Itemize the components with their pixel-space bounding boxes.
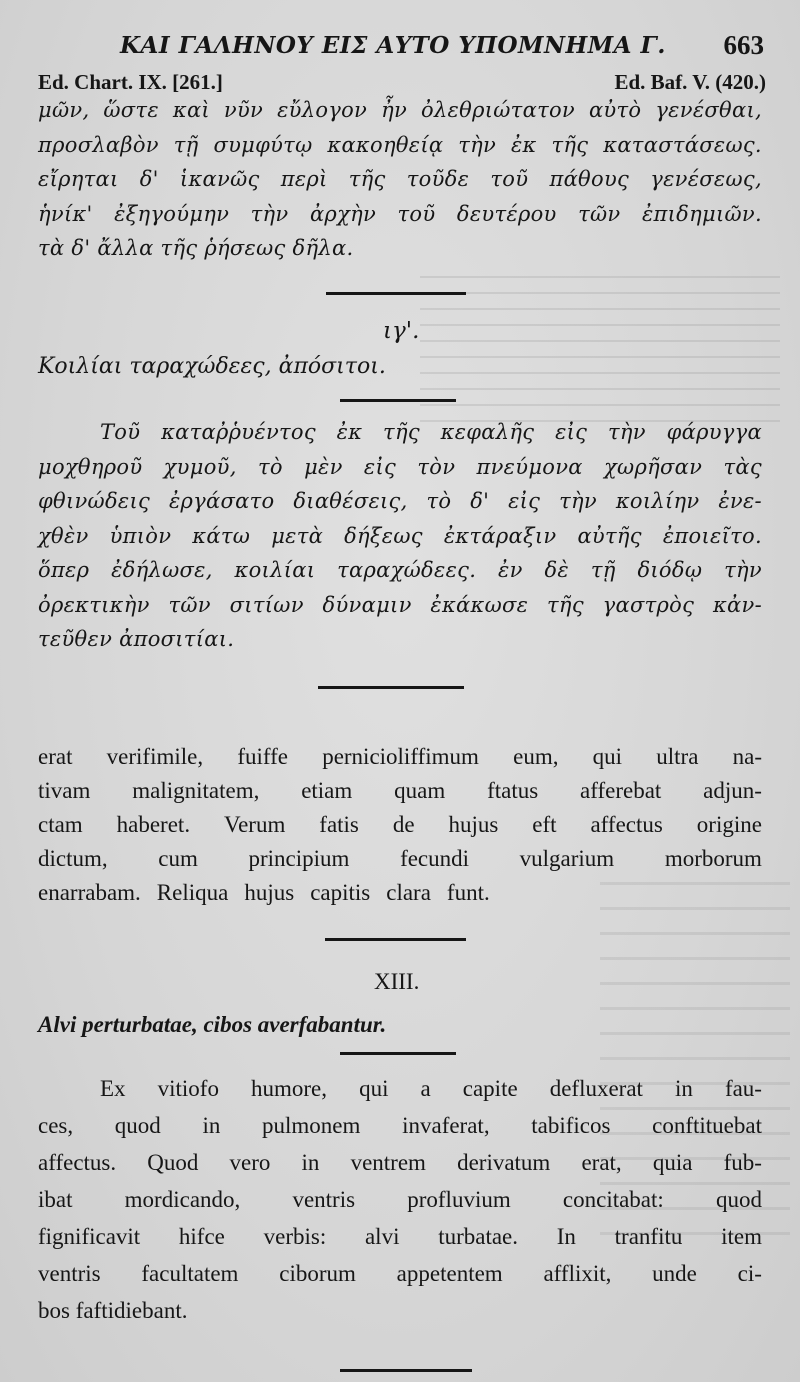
word: αὐτὸ [588,98,642,122]
section-heading-greek: Κοιλίαι ταραχώδεες, ἀπόσιτοι. [38,354,386,379]
word: conftituebat [652,1113,762,1138]
word: fub- [723,1150,762,1175]
word: ἀρχὴν [309,201,377,226]
text-line [38,1224,762,1250]
word: τὴν [559,489,597,513]
word: quam [394,778,446,803]
word: ἐκτάραξιν [443,523,557,548]
word: ἱκανῶς [179,167,260,191]
bleed-through-text [420,262,780,422]
word: clara [386,880,431,905]
word: ἐν [498,558,523,582]
word: turbatae. [438,1224,519,1249]
word: αὐτῆς [577,523,642,548]
word: προσλαβὸν [38,132,159,157]
text-line [38,778,762,804]
word: ὅπερ [38,558,90,582]
word: ventrem [350,1150,426,1175]
section-rule [325,938,466,941]
text-line [38,1187,762,1213]
text-line [38,202,762,226]
text-line [38,455,762,479]
word: δ' [470,489,490,513]
word: eum, [513,744,559,769]
word: enarrabam. [38,880,141,905]
word: ibat [38,1187,73,1212]
word: Verum [224,812,286,837]
word: εἰς [363,454,397,479]
word: morborum [664,846,762,871]
word: fignificavit [38,1224,141,1249]
word: pulmonem [262,1113,361,1138]
word: διαθέσεις, [293,489,408,513]
word: erat [38,744,73,769]
text-line [38,812,762,838]
word: etiam [301,778,353,803]
word: ἐκ [510,132,537,157]
word: a [420,1076,431,1101]
word: erat, [581,1150,622,1175]
word: bos faftidiebant. [38,1298,188,1323]
word: de [392,812,415,837]
section-rule [340,399,456,402]
word: πνεύμονα [476,454,583,479]
word: τεῦθεν ἀποσιτίαι. [38,627,235,651]
word: τὴν [250,201,289,226]
word: νῦν [223,98,264,122]
word: τὴν [607,420,646,444]
word: tivam [38,778,91,803]
word: τὴν [458,132,497,157]
word: qui [592,744,623,769]
word: facultatem [141,1261,239,1286]
word: τῆς [551,132,589,157]
text-line [38,593,762,617]
word: τὸν [417,454,456,479]
word: τῇ [173,132,199,157]
text-line [38,133,762,157]
word: hifce [178,1224,225,1249]
word: ἡνίκ' [38,201,93,226]
word: in [301,1150,320,1175]
word: γενέσεως, [650,167,762,191]
word: verbis: [263,1224,327,1249]
word: vero [229,1150,271,1175]
word: capite [462,1076,518,1101]
text-line [38,1298,762,1324]
word: γενέσθαι, [655,98,762,122]
word: eft [532,812,557,837]
word: ventris [38,1261,101,1286]
word: κάτω [192,523,251,548]
section-rule [340,1369,472,1372]
word: appetentem [396,1261,503,1286]
text-line [38,744,762,770]
word: γαστρὸς [602,592,695,617]
word: hujus [448,812,499,837]
word: ἐνε- [718,489,762,513]
word: quia [652,1150,693,1175]
word: affectus [590,812,663,837]
word: quod [114,1113,161,1138]
word: τῆς [383,420,420,444]
word: capitis [310,880,371,905]
word: Τοῦ [100,420,141,444]
word: vulgarium [519,846,615,871]
word: διόδῳ [637,558,703,582]
word: κακοηθείᾳ [327,132,444,157]
word: ventris [292,1187,356,1212]
word: quod [715,1187,762,1212]
text-line [38,524,762,548]
word: τὸ [257,454,283,479]
word: κεφαλῆς [440,420,535,444]
word: ἐδήλωσε, [111,558,213,582]
word: σιτίων [229,592,304,617]
word: item [721,1224,762,1249]
word: χωρῆσαν [604,454,703,479]
word: afflixit, [543,1261,612,1286]
word: ἐργάσατο [168,489,275,513]
word: in [202,1113,221,1138]
word: derivatum [457,1150,551,1175]
word: τῇ [590,558,616,582]
word: in [675,1076,693,1101]
word: cum [158,846,198,871]
word: δήξεως [344,523,423,548]
word: ci- [737,1261,762,1286]
section-numeral-greek: ιγ'. [383,318,420,344]
text-line [38,880,762,906]
text-line [38,167,762,191]
word: adjun- [703,778,762,803]
word: πάθους [549,167,630,191]
word: δευτέρου [456,201,557,226]
word: φθινώδεις [38,489,151,513]
word: ἐκάκωσε [430,592,529,617]
word: τῶν [578,201,621,226]
text-line [38,1150,762,1176]
word: ὀρεκτικὴν [38,592,150,617]
word: profluvium [407,1187,511,1212]
word: ἐξηγούμην [114,201,230,226]
text-line [38,627,762,651]
word: μετὰ [271,523,324,548]
text-line [100,1076,762,1102]
word: ultra [656,744,699,769]
word: τὰς [723,454,762,479]
word: τῆς [348,167,386,191]
word: mordicando, [124,1187,241,1212]
word: ταραχώδεες. [337,558,477,582]
text-line [38,558,762,582]
text-line [38,236,762,260]
word: affectus. [38,1150,117,1175]
word: tabificos [531,1113,611,1138]
text-line [38,1261,762,1287]
word: ctam [38,812,83,837]
running-head: ΚΑΙ ΓΑΛΗΝΟΥ ΕΙΣ ΑΥΤΟ ΥΠΟΜΝΗΜΑ Γ. [120,32,666,59]
edition-reference-chartier: Ed. Chart. IX. [261.] [38,70,223,94]
word: εἰς [508,489,541,513]
word: ἐπιδημιῶν. [641,201,762,226]
word: χυμοῦ, [163,454,237,479]
word: ciborum [279,1261,356,1286]
word: περὶ [280,167,328,191]
word: defluxerat [549,1076,643,1101]
word: ὑπιὸν [109,523,172,548]
word: εἴρηται [38,167,119,191]
word: qui [359,1076,389,1101]
word: μοχθηροῦ [38,454,143,479]
word: fau- [724,1076,762,1101]
word: unde [652,1261,697,1286]
word: ces, [38,1113,74,1138]
word: κοιλίαι [234,558,316,582]
edition-reference-basel: Ed. Baf. V. (420.) [614,70,766,94]
word: na- [732,744,762,769]
section-rule [318,686,464,689]
word: fecundi [400,846,470,871]
word: τὴν [724,558,762,582]
page-number: 663 [723,30,764,60]
word: principium [248,846,350,871]
word: verifimile, [106,744,204,769]
word: hujus [244,880,295,905]
word: Reliqua [156,880,229,905]
word: alvi [364,1224,400,1249]
section-numeral-latin: XIII. [374,969,420,994]
word: δὲ [544,558,569,582]
word: ὥστε [103,98,159,122]
word: δ' [139,167,159,191]
word: καταῤῥυέντος [161,420,316,444]
word: εὔλογον [277,98,368,122]
section-rule [326,292,466,295]
word: τὰ δ' ἄλλα τῆς ῥήσεως δῆλα. [38,236,354,260]
section-rule [340,1052,456,1055]
word: humore, [251,1076,328,1101]
text-line [38,489,762,513]
word: funt. [446,880,490,905]
word: τῆς [547,592,584,617]
word: μὲν [304,454,343,479]
word: concitabat: [562,1187,664,1212]
word: afferebat [580,778,662,803]
word: vitiofo [157,1076,219,1101]
word: φάρυγγα [666,420,762,444]
word: Quod [147,1150,199,1175]
bleed-through-text [600,860,790,1240]
word: τοῦ [490,167,529,191]
word: κἀν- [712,592,762,617]
word: haberet. [116,812,191,837]
word: καταστάσεως. [603,132,762,157]
word: ftatus [487,778,539,803]
word: ἐκ [336,420,363,444]
word: καὶ [172,98,210,122]
word: In [556,1224,576,1249]
word: τοῦ [397,201,436,226]
word: τοῦδε [406,167,470,191]
text-line [38,98,762,122]
word: εἰς [555,420,588,444]
word: origine [696,812,762,837]
word: ἦν [381,98,408,122]
word: fuiffe [237,744,288,769]
word: τῶν [168,592,211,617]
text-line [100,420,762,444]
word: ὀλεθριώτατον [421,98,575,122]
word: κοιλίην [615,489,700,513]
word: tranfitu [614,1224,683,1249]
word: Ex [100,1076,126,1101]
word: χθὲν [38,523,89,548]
word: malignitatem, [132,778,260,803]
text-line [38,846,762,872]
section-heading-latin: Alvi perturbatae, cibos averfabantur. [38,1012,387,1037]
word: fatis [319,812,359,837]
word: pernicioliffimum [322,744,479,769]
word: δύναμιν [322,592,412,617]
word: invaferat, [402,1113,490,1138]
word: μῶν, [38,98,90,122]
word: ἐποιεῖτο. [662,523,762,548]
word: dictum, [38,846,108,871]
word: τὸ [426,489,452,513]
word: συμφύτῳ [213,132,313,157]
text-line [38,1113,762,1139]
